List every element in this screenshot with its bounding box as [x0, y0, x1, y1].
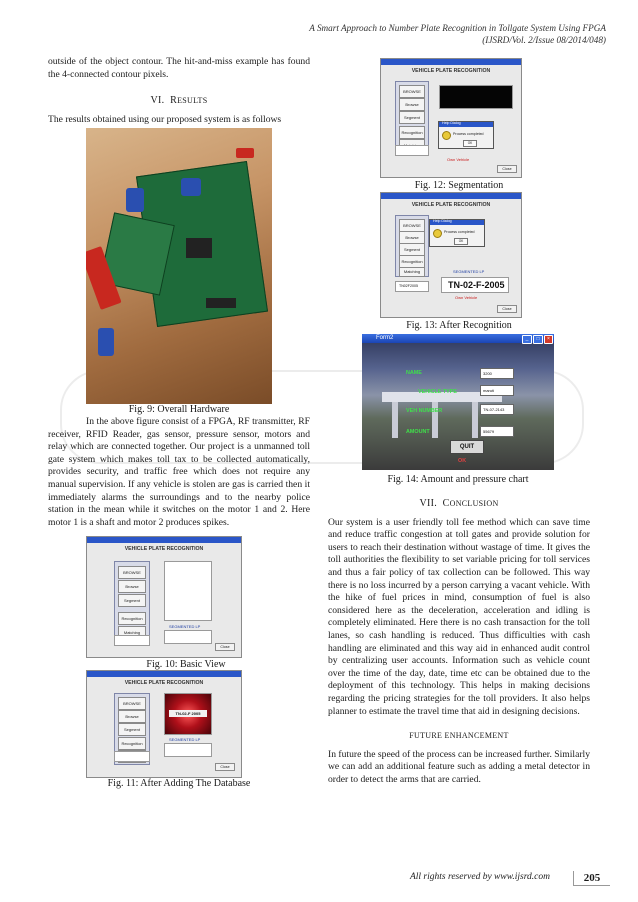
browse-db-button[interactable]: BROWSE — [399, 85, 425, 98]
browse-db-button[interactable]: BROWSE — [118, 566, 146, 579]
vehicle-type-label: VEHICLE TYPE — [418, 389, 457, 395]
relay-blue-2 — [181, 178, 201, 196]
recognition-window — [380, 192, 522, 318]
running-header — [309, 22, 606, 46]
segmentation-window — [380, 58, 522, 178]
ok-button[interactable]: OK — [454, 238, 468, 245]
gui-title: VEHICLE PLATE RECOGNITION — [411, 202, 491, 208]
section-rest: ONCLUSION — [449, 499, 499, 508]
connector-chip — [206, 298, 236, 308]
section-initial: C — [442, 498, 450, 509]
section-number: VI. — [150, 95, 165, 107]
plate-overlay: TN-02-F 2005 — [169, 710, 207, 717]
plate-text-value: TN02F2005 — [399, 284, 418, 288]
dialog-message: Process completed — [453, 132, 484, 136]
close-button[interactable]: Close — [215, 763, 235, 771]
matching-button[interactable]: Matching — [118, 626, 146, 639]
segmented-label: SEGMENTED LP — [453, 269, 485, 274]
amount-field[interactable]: 55679 — [480, 426, 514, 437]
ok-button[interactable]: OK — [463, 140, 477, 147]
segment-button[interactable]: Segment — [118, 594, 146, 607]
gui-title: VEHICLE PLATE RECOGNITION — [124, 680, 204, 686]
fig13-caption: Fig. 13: After Recognition — [406, 320, 512, 331]
paper-title-header: A Smart Approach to Number Plate Recognition in Tollgate System Using FPGA — [309, 23, 606, 33]
conclusion-paragraph: Our system is a user friendly toll fee method which can save time and reduce traffic congestion at toll gates and provide solution for users to reach their destination without wastage of time. It gives the toll authorities the flexibility to set variable pricing for toll services and thus a fair policy of tax collection can be followed. This way there is no loss incurred by a person carrying a vacant vehicle. With the hike of fuel prices in mind, consumption of fuel is also considered here as the deceleration, acceleration and idling is completely eliminated. Here there is no cash transaction for the toll lanes, so cash handling is reduced. Thus difficulties with cash handling are eliminated and this way aid in enhanced audit control by centralizing user accounts. Information such as vehicle count over the time of the day, date, time etc can be obtained due to the deployment of this technology. This helps in making decisions regarding the pricing strategies for the toll providers. It also helps planner to estimate the travel time that aid in designing decisions. — [328, 516, 590, 717]
segment-button[interactable]: Segment — [399, 243, 425, 256]
segmented-label: SEGMENTED LP — [169, 737, 201, 742]
close-button[interactable]: Close — [497, 165, 517, 173]
close-button[interactable]: Close — [497, 305, 517, 313]
basic-view-window — [86, 536, 242, 658]
plate-text-box — [114, 635, 150, 646]
own-vehicle-label: Own Vehicle — [447, 157, 470, 162]
plate-text-box — [395, 145, 429, 156]
future-paragraph: In future the speed of the process can be increased further. Similarly we can add an additional feature such as adding a metal detector in order to detect the arms that are carried. — [328, 748, 590, 785]
dialog-message: Process completed — [444, 230, 475, 234]
toll-pillar-3 — [472, 402, 478, 438]
window-titlebar — [381, 59, 521, 65]
dialog-title: Help Dialog — [433, 219, 452, 223]
amount-label: AMOUNT — [406, 429, 430, 435]
fig12-caption: Fig. 12: Segmentation — [414, 180, 504, 191]
hardware-paragraph: In the above figure consist of a FPGA, RF transmitter, RF receiver, RFID Reader, gas sensor, pressure sensor, motors and relay which are connected together. Our project is a unmanned toll gate system which makes toll tax to be collected automatically, provides security, and traffic free which does not require any manual supervision. If any vehicle is stolen are gas is carried then it immediately alarms the surroundings and to the nearby police station in the mean while it switches on the motor 1 and 2. Here motor 1 is a shaft and motor 2 produces spikes. — [48, 416, 310, 528]
footer-rights: All rights reserved by www.ijsrd.com — [409, 872, 550, 882]
fig14-caption: Fig. 14: Amount and pressure chart — [387, 474, 529, 485]
veh-number-label: VEH NUMBER — [406, 408, 443, 414]
section-initial: R — [170, 95, 178, 107]
segment-button[interactable]: Segment — [118, 723, 146, 736]
status-label: OK — [458, 458, 467, 464]
help-dialog — [429, 219, 485, 247]
button-panel — [395, 81, 429, 155]
segmented-display — [164, 743, 212, 757]
gui-title: VEHICLE PLATE RECOGNITION — [124, 546, 204, 552]
segmented-plate-image — [439, 85, 513, 109]
section-rest: ESULTS — [177, 96, 208, 106]
window-titlebar — [381, 193, 521, 199]
database-window — [86, 670, 242, 778]
segmented-label: SEGMENTED LP — [169, 624, 201, 629]
name-label: NAME — [406, 370, 422, 376]
left-column-mid — [48, 416, 310, 529]
section-number: VII. — [419, 498, 438, 509]
name-field[interactable]: 3200 — [480, 368, 514, 379]
browse-db-button[interactable]: BROWSE — [118, 697, 146, 710]
matching-button[interactable]: Matching — [399, 267, 425, 277]
recognition-button[interactable]: Recognition — [399, 255, 425, 268]
browse-button[interactable]: Browse — [399, 231, 425, 244]
segment-button[interactable]: Segment — [399, 111, 425, 124]
recognition-button[interactable]: Recognition — [399, 126, 425, 139]
recognition-button[interactable]: Recognition — [118, 612, 146, 625]
car-image — [164, 693, 212, 735]
dialog-title: Help Dialog — [442, 121, 461, 125]
vehicle-type-field[interactable]: maruti — [480, 385, 514, 396]
recognized-plate-display — [441, 277, 509, 293]
browse-button[interactable]: Browse — [118, 710, 146, 723]
fig9-caption: Fig. 9: Overall Hardware — [128, 404, 230, 415]
button-panel — [114, 561, 150, 643]
help-dialog — [438, 121, 494, 149]
recognition-button[interactable]: Recognition — [118, 737, 146, 750]
toll-pillar-1 — [392, 402, 398, 438]
image-display — [164, 561, 212, 621]
window-titlebar — [87, 671, 241, 677]
own-vehicle-label: Own Vehicle — [455, 295, 478, 300]
segmented-display — [164, 630, 212, 644]
browse-db-button[interactable]: BROWSE — [399, 219, 425, 232]
window-titlebar — [87, 537, 241, 543]
form2-title: Form2 — [376, 335, 394, 341]
fpga-chip — [186, 238, 212, 258]
right-column-text — [328, 484, 590, 786]
led-red — [236, 148, 254, 158]
quit-button[interactable]: QUIT — [450, 440, 484, 454]
plate-text-box — [395, 281, 429, 292]
journal-ref: (IJSRD/Vol. 2/Issue 08/2014/048) — [482, 35, 606, 45]
fig10-caption: Fig. 10: Basic View — [146, 659, 226, 670]
relay-blue-3 — [98, 328, 114, 356]
relay-blue-1 — [126, 188, 144, 212]
page-number: 205 — [573, 871, 610, 886]
section-results-heading — [48, 95, 310, 108]
button-panel — [395, 215, 429, 277]
browse-button[interactable]: Browse — [118, 580, 146, 593]
left-column-top — [48, 56, 310, 126]
veh-number-field[interactable]: TN-07-2143 — [480, 404, 514, 415]
hardware-photo — [86, 128, 272, 404]
info-icon — [442, 131, 451, 140]
form2-window — [362, 334, 554, 470]
future-enhancement-heading: FUTURE ENHANCEMENT — [409, 731, 509, 741]
info-icon — [433, 229, 442, 238]
fig11-caption: Fig. 11: After Adding The Database — [107, 778, 251, 789]
close-button[interactable]: Close — [215, 643, 235, 651]
plate-text-box — [114, 751, 150, 762]
browse-button[interactable]: Browse — [399, 98, 425, 111]
section-conclusion-heading — [328, 498, 590, 511]
intro-paragraph: outside of the object contour. The hit-and-miss example has found the 4-connected contour pixels. — [48, 56, 310, 80]
results-intro: The results obtained using our proposed system is as follows — [48, 113, 282, 125]
minimize-icon[interactable]: _ — [522, 335, 532, 344]
maximize-icon[interactable]: □ — [533, 335, 543, 344]
recognized-plate-text: TN-02-F-2005 — [448, 280, 505, 290]
gui-title: VEHICLE PLATE RECOGNITION — [411, 68, 491, 74]
close-icon[interactable]: × — [544, 335, 553, 344]
